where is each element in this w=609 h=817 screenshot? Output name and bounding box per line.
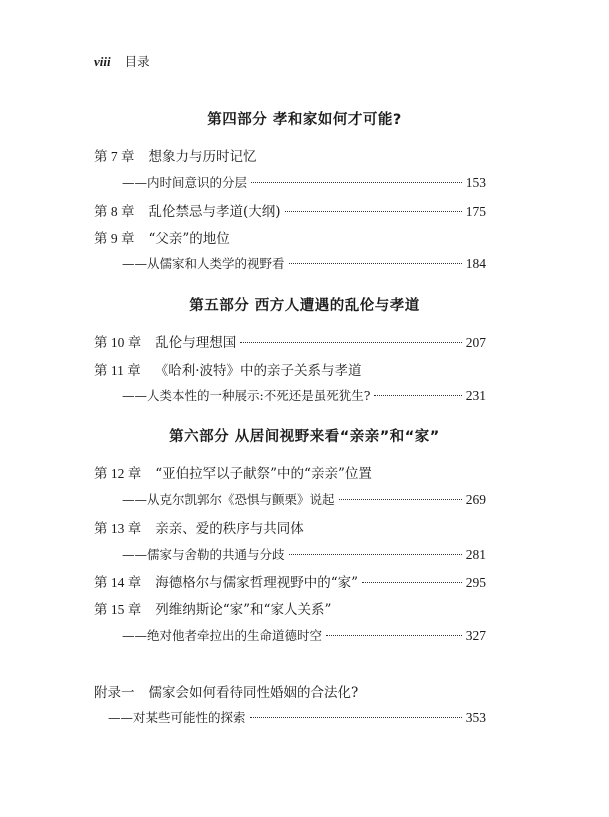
chapter-number: 第 7 章 — [94, 149, 135, 164]
appendix-subtitle-entry[interactable] — [108, 708, 486, 728]
leader-dots — [240, 342, 462, 343]
chapter-number: 第 10 章 — [94, 335, 142, 350]
page-ref: 184 — [465, 256, 486, 271]
toc-entry[interactable] — [94, 517, 486, 537]
running-head-title: 目录 — [124, 54, 150, 69]
toc-entry[interactable] — [94, 359, 486, 379]
appendix-title: 儒家会如何看待同性婚姻的合法化? — [148, 685, 359, 701]
toc-entry[interactable] — [94, 200, 486, 220]
chapter-subtitle: ——儒家与舍勒的共通与分歧 — [122, 547, 285, 562]
chapter-title: “父亲”的地位 — [148, 231, 230, 247]
appendix-subtitle: ——对某些可能性的探索 — [108, 710, 246, 725]
page-ref: 281 — [465, 547, 486, 562]
chapter-subtitle: ——从克尔凯郭尔《恐惧与颤栗》说起 — [122, 492, 335, 507]
toc-entry-subtitle[interactable] — [122, 545, 486, 565]
chapter-number: 第 8 章 — [94, 204, 135, 219]
chapter-title: 列维纳斯论“家”和“家人关系” — [155, 602, 332, 618]
chapter-title: 《哈利·波特》中的亲子关系与孝道 — [154, 363, 362, 379]
toc-entry[interactable] — [94, 145, 486, 165]
toc-entry-subtitle[interactable] — [122, 254, 486, 274]
toc-entry-subtitle[interactable] — [122, 626, 486, 646]
toc-entry[interactable] — [94, 571, 486, 591]
toc-entry[interactable] — [94, 598, 486, 618]
chapter-subtitle: ——人类本性的一种展示:不死还是虽死犹生? — [122, 388, 371, 403]
chapter-number: 第 14 章 — [94, 575, 142, 590]
page-ref: 175 — [465, 204, 486, 219]
running-head — [94, 52, 150, 70]
page-number: viii — [94, 54, 111, 69]
chapter-subtitle: ——从儒家和人类学的视野看 — [122, 256, 285, 271]
chapter-number: 第 13 章 — [94, 521, 142, 536]
leader-dots — [289, 263, 462, 264]
chapter-title: 想象力与历时记忆 — [148, 149, 257, 165]
leader-dots — [326, 635, 462, 636]
page-ref: 231 — [465, 388, 486, 403]
page-ref: 269 — [465, 492, 486, 507]
chapter-title: 乱伦禁忌与孝道(大纲) — [148, 204, 281, 220]
page-ref: 295 — [465, 575, 486, 590]
page-ref: 153 — [465, 175, 486, 190]
leader-dots — [251, 182, 462, 183]
chapter-number: 第 12 章 — [94, 466, 142, 481]
toc-entry-subtitle[interactable] — [122, 386, 486, 406]
chapter-subtitle: ——内时间意识的分层 — [122, 175, 248, 190]
leader-dots — [374, 395, 461, 396]
chapter-title: 乱伦与理想国 — [155, 335, 237, 351]
chapter-number: 第 15 章 — [94, 602, 142, 617]
appendix-label: 附录一 — [94, 685, 135, 700]
toc-entry-subtitle[interactable] — [122, 173, 486, 193]
toc-entry[interactable] — [94, 227, 486, 247]
toc-entry[interactable] — [94, 462, 486, 482]
chapter-title: 海德格尔与儒家哲理视野中的“家” — [155, 575, 359, 591]
part-title: 第四部分 孝和家如何才可能? — [207, 112, 402, 128]
chapter-subtitle: ——绝对他者牵拉出的生命道德时空 — [122, 628, 323, 643]
appendix-entry[interactable] — [94, 681, 486, 701]
part-title: 第五部分 西方人遭遇的乱伦与孝道 — [189, 298, 420, 314]
page-ref: 207 — [465, 335, 486, 350]
chapter-number: 第 11 章 — [94, 363, 141, 378]
chapter-title: 亲亲、爱的秩序与共同体 — [155, 521, 304, 537]
leader-dots — [250, 717, 462, 718]
leader-dots — [339, 499, 462, 500]
leader-dots — [289, 554, 462, 555]
toc-entry-subtitle[interactable] — [122, 490, 486, 510]
part-title: 第六部分 从居间视野来看“亲亲”和“家” — [169, 429, 440, 445]
leader-dots — [362, 582, 462, 583]
page-ref: 327 — [465, 628, 486, 643]
leader-dots — [285, 211, 462, 212]
page-ref: 353 — [465, 710, 486, 725]
chapter-title: “亚伯拉罕以子献祭”中的“亲亲”位置 — [155, 466, 372, 482]
chapter-number: 第 9 章 — [94, 231, 135, 246]
toc-entry[interactable] — [94, 331, 486, 351]
